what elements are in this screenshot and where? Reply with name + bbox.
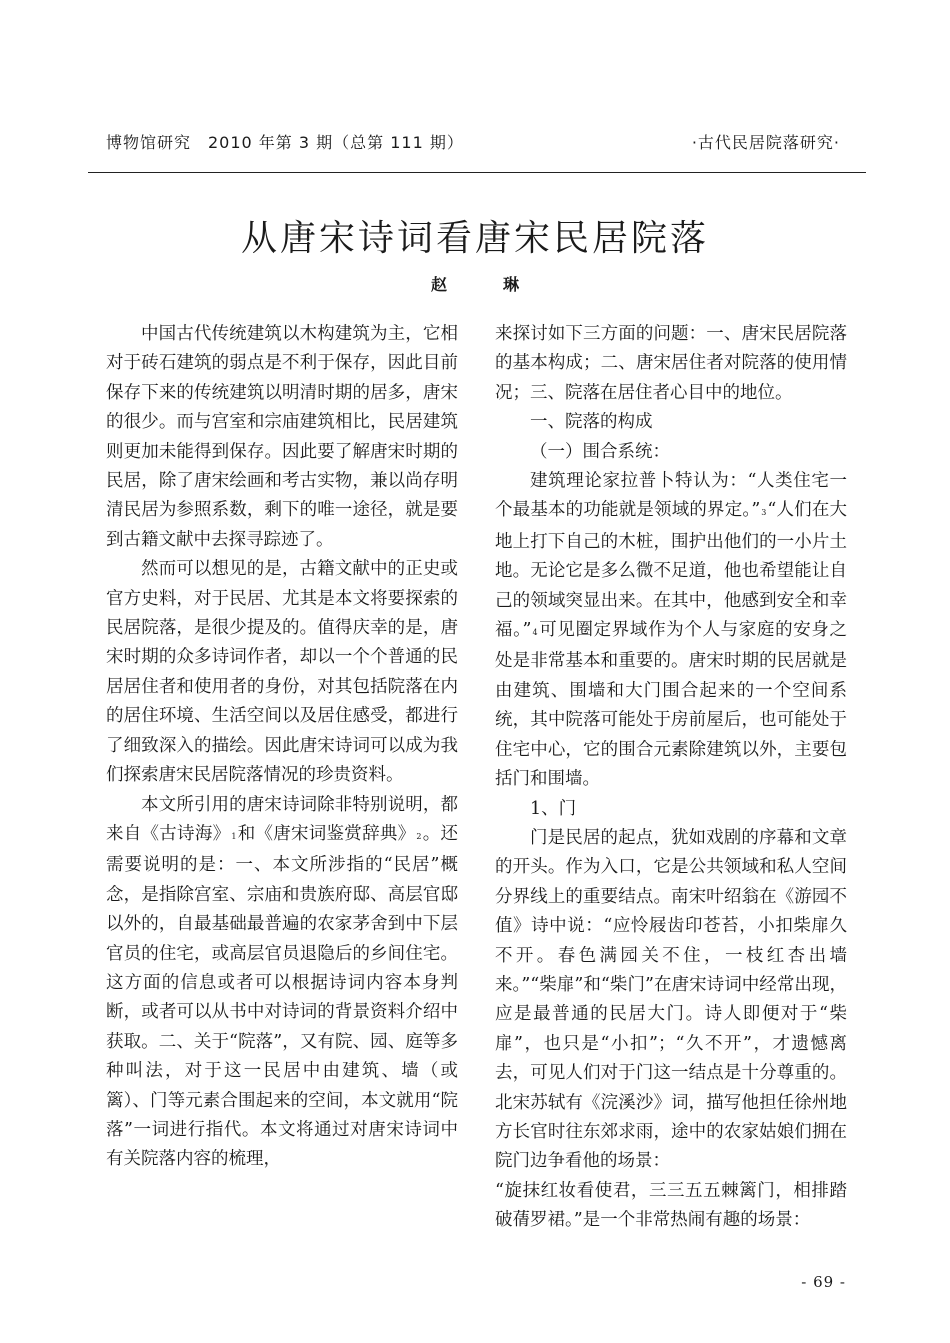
journal-header: 博物馆研究 2010 年第 3 期（总第 111 期） bbox=[106, 133, 464, 152]
paragraph bbox=[106, 791, 458, 1175]
section-heading: 一、院落的构成 bbox=[530, 412, 653, 433]
author-name: 赵 琳 bbox=[430, 275, 539, 294]
paragraph: 中国古代传统建筑以木构建筑为主，它相对于砖石建筑的弱点是不利于保存，因此目前保存下来的传统建筑以明清时期的居多，唐宋的很少。而与宫室和宗庙建筑相比，民居建筑则更加未能得到保存。因此要了解唐宋时期的民居，除了唐宋绘画和考古实物，兼以尚存明清民居为参照系数，剩下的唯一途径，就是要到古籍文献中去探寻踪迹了。 bbox=[106, 324, 458, 550]
paragraph: “旋抹红妆看使君，三三五五棘篱门，相排踏破蒨罗裙。”是一个非常热闹有趣的场景： bbox=[495, 1180, 847, 1231]
footnote-ref: 3 bbox=[761, 508, 767, 518]
footnote-ref: 4 bbox=[532, 628, 538, 638]
subsection-heading: 1、门 bbox=[530, 798, 577, 819]
paragraph-text: 建筑理论家拉普卜特认为：“人类住宅一个最基本的功能就是领域的界定。” bbox=[495, 471, 847, 521]
right-column bbox=[495, 320, 847, 1236]
section-header: ·古代民居院落研究· bbox=[691, 133, 840, 152]
paragraph: 门是民居的起点，犹如戏剧的序幕和文章的开头。作为入口，它是公共领域和私人空间分界线上的重要结点。南宋叶绍翁在《游园不值》诗中说：“应怜屐齿印苍苔，小扣柴扉久不开。春色满园关不住，一枝红杏出墙来。”“柴扉”和“柴门”在唐宋诗词中经常出现，应是最普通的民居大门。诗人即便对于“柴扉”，也只是“小扣”；“久不开”，才遗憾离去，可见人们对于门这一结点是十分尊重的。北宋苏轼有《浣溪沙》词，描写他担任徐州地方长官时往东郊求雨，途中的农家姑娘们拥在院门边争看他的场景： bbox=[495, 827, 847, 1172]
paragraph-text: “人们在大地上打下自己的木桩，围护出他们的一小片土地。无论它是多么微不足道，他也希望能让自己的领域突显出来。在其中，他感到安全和幸福。” bbox=[495, 500, 847, 641]
paragraph-text: 和《唐宋词鉴赏辞典》 bbox=[237, 823, 416, 844]
subsection-heading: （一）围合系统： bbox=[530, 441, 670, 462]
page-number: - 69 - bbox=[801, 1273, 846, 1291]
left-column bbox=[106, 320, 458, 1175]
paragraph-text: 可见圈定界域作为个人与家庭的安身之处是非常基本和重要的。唐宋时期的民居就是由建筑、围墙和大门围合起来的一个空间系统，其中院落可能处于房前屋后，也可能处于住宅中心，它的围合元素除建筑以外，主要包括门和围墙。 bbox=[495, 620, 847, 790]
paragraph: 来探讨如下三方面的问题：一、唐宋民居院落的基本构成；二、唐宋居住者对院落的使用情况；三、院落在居住者心目中的地位。 bbox=[495, 324, 847, 403]
header-divider bbox=[88, 172, 866, 173]
footnote-ref: 1 bbox=[231, 831, 237, 841]
paragraph: 然而可以想见的是，古籍文献中的正史或官方史料，对于民居、尤其是本文将要探索的民居院落，是很少提及的。值得庆幸的是，唐宋时期的众多诗词作者，却以一个个普通的民居居住者和使用者的身份，对其包括院落在内的居住环境、生活空间以及居住感受，都进行了细致深入的描绘。因此唐宋诗词可以成为我们探索唐宋民居院落情况的珍贵资料。 bbox=[106, 559, 458, 786]
paragraph bbox=[495, 467, 847, 794]
article-title: 从唐宋诗词看唐宋民居院落 bbox=[240, 218, 709, 260]
footnote-ref: 2 bbox=[416, 831, 422, 841]
paragraph-text: 本文所引用的唐宋诗词除非特别说明，都来自《古诗海》 bbox=[106, 794, 458, 844]
paragraph-text: 。还需要说明的是：一、本文所涉指的“民居”概念，是指除宫室、宗庙和贵族府邸、高层官邸以外的，自最基础最普遍的农家茅舍到中下层官员的住宅，或高层官员退隐后的乡间住宅。这方面的信息或者可以根据诗词内容本身判断，或者可以从书中对诗词的背景资料介绍中获取。二、关于“院落”，又有院、园、庭等多种叫法，对于这一民居中由建筑、墙（或篱）、门等元素合围起来的空间，本文就用“院落”一词进行指代。本文将通过对唐宋诗词中有关院落内容的梳理， bbox=[106, 823, 458, 1170]
